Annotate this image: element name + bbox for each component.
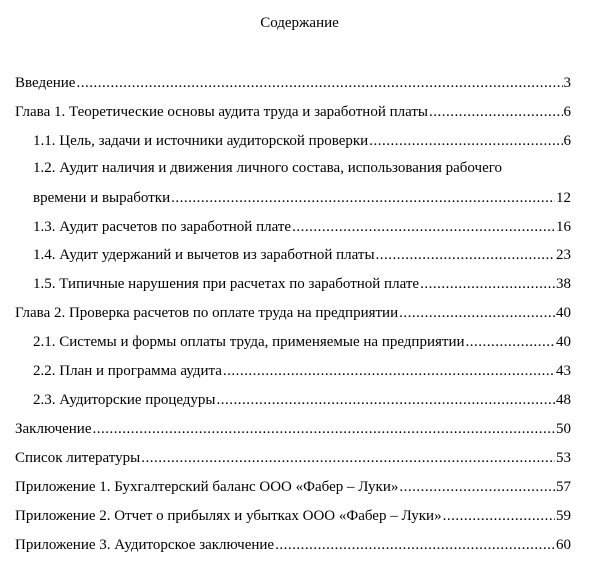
- toc-entry-label: Глава 1. Теоретические основы аудита труда и заработной платы: [15, 104, 429, 120]
- toc-entry-section-2-3: [33, 391, 571, 409]
- toc-entry-page: 16: [556, 219, 571, 235]
- toc-entry-appendix-2: [15, 507, 571, 525]
- dot-leader: [171, 189, 555, 207]
- toc-entry-label: Список литературы: [15, 450, 141, 466]
- toc-entry-page: 12: [556, 190, 571, 206]
- toc-entry-page: 60: [556, 537, 571, 553]
- dot-leader: [443, 507, 555, 525]
- dot-leader: [217, 391, 555, 409]
- toc-entry-label: Приложение 3. Аудиторское заключение: [15, 537, 275, 553]
- toc-entry-page: 40: [556, 305, 571, 321]
- toc-entry-label: Заключение: [15, 421, 92, 437]
- toc-entry-section-1-5: [33, 275, 571, 293]
- toc-entry-label: 1.3. Аудит расчетов по заработной плате: [33, 219, 292, 235]
- toc-entry-introduction: [15, 74, 571, 92]
- toc-entry-appendix-3: [15, 536, 571, 554]
- dot-leader: [292, 218, 555, 236]
- toc-entry-conclusion: [15, 420, 571, 438]
- toc-entry-section-2-1: [33, 333, 571, 351]
- toc-entry-label: 2.1. Системы и формы оплаты труда, применяемые на предприятии: [33, 334, 465, 350]
- toc-entry-chapter-1: [15, 103, 571, 121]
- dot-leader: [376, 246, 555, 264]
- toc-entry-section-2-2: [33, 362, 571, 380]
- toc-entry-page: 43: [556, 363, 571, 379]
- toc-entry-label: 1.1. Цель, задачи и источники аудиторской проверки: [33, 133, 369, 149]
- dot-leader: [399, 478, 555, 496]
- toc-entry-label: 1.4. Аудит удержаний и вычетов из заработной платы: [33, 247, 375, 263]
- dot-leader: [76, 74, 562, 92]
- toc-entry-label: Приложение 2. Отчет о прибылях и убытках ООО «Фабер – Луки»: [15, 508, 442, 524]
- toc-entry-section-1-3: [33, 218, 571, 236]
- toc-entry-chapter-2: [15, 304, 571, 322]
- toc-entry-label: Глава 2. Проверка расчетов по оплате труда на предприятии: [15, 305, 399, 321]
- toc-entry-section-1-1: [33, 132, 571, 150]
- toc-entry-label: Введение: [15, 75, 76, 91]
- document-title: Содержание: [260, 15, 339, 31]
- toc-entry-page: 57: [556, 479, 571, 495]
- toc-entry-page: 40: [556, 334, 571, 350]
- toc-entry-label: 2.3. Аудиторские процедуры: [33, 392, 216, 408]
- toc-entry-label: 2.2. План и программа аудита: [33, 363, 222, 379]
- toc-entry-section-1-2-continuation: [33, 189, 571, 207]
- dot-leader: [275, 536, 555, 554]
- toc-entry-page: 59: [556, 508, 571, 524]
- toc-entry-bibliography: [15, 449, 571, 467]
- dot-leader: [223, 362, 555, 380]
- dot-leader: [429, 103, 562, 121]
- dot-leader: [466, 333, 556, 351]
- toc-entry-appendix-1: [15, 478, 571, 496]
- dot-leader: [399, 304, 555, 322]
- toc-entry-page: 38: [556, 276, 571, 292]
- toc-entry-page: 6: [563, 104, 571, 120]
- dot-leader: [420, 275, 555, 293]
- toc-entry-page: 6: [563, 133, 571, 149]
- toc-entry-page: 23: [556, 247, 571, 263]
- toc-entry-page: 3: [563, 75, 571, 91]
- toc-entry-section-1-4: [33, 246, 571, 264]
- toc-entry-page: 48: [556, 392, 571, 408]
- toc-entry-label: Приложение 1. Бухгалтерский баланс ООО «Фабер – Луки»: [15, 479, 399, 495]
- toc-entry-page: 50: [556, 421, 571, 437]
- toc-entry-page: 53: [556, 450, 571, 466]
- toc-entry-label-line1: 1.2. Аудит наличия и движения личного состава, использования рабочего: [33, 160, 502, 176]
- dot-leader: [369, 132, 562, 150]
- dot-leader: [141, 449, 555, 467]
- dot-leader: [93, 420, 556, 438]
- toc-entry-label: 1.5. Типичные нарушения при расчетах по заработной плате: [33, 276, 420, 292]
- toc-entry-label: времени и выработки: [33, 190, 171, 206]
